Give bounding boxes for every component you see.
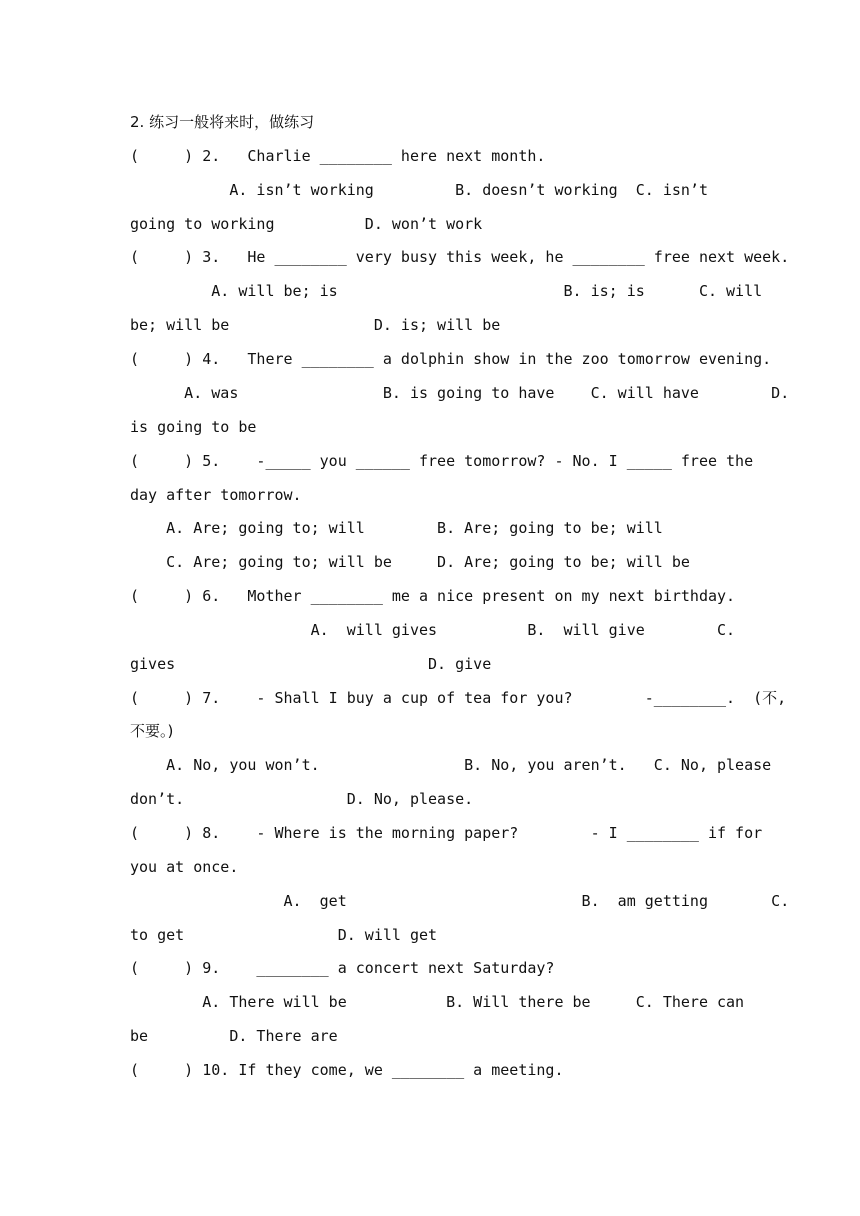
question-4-options: A. was B. is going to have C. will have D.	[130, 384, 790, 402]
question-7-options: A. No, you won’t. B. No, you aren’t. C. No, please	[130, 756, 772, 774]
question-9: ( ) 9. ________ a concert next Saturday?	[130, 959, 555, 977]
question-9-options: A. There will be B. Will there be C. There can	[130, 993, 745, 1011]
question-5-options-cd: C. Are; going to; will be D. Are; going to be; will be	[130, 553, 690, 571]
question-5: ( ) 5. -_____ you ______ free tomorrow? - No. I _____ free the	[130, 452, 754, 470]
section-heading: 2. 练习一般将来时，做练习	[130, 113, 315, 131]
question-10: ( ) 10. If they come, we ________ a meeting.	[130, 1061, 564, 1079]
question-6: ( ) 6. Mother ________ me a nice present on my next birthday.	[130, 587, 736, 605]
question-4: ( ) 4. There ________ a dolphin show in the zoo tomorrow evening.	[130, 350, 772, 368]
question-8-options: A. get B. am getting C.	[130, 892, 790, 910]
question-8: ( ) 8. - Where is the morning paper? - I ________ if for	[130, 824, 763, 842]
question-7-cont: 不要。)	[130, 722, 174, 740]
question-2-options-cont: going to working D. won’t work	[130, 215, 483, 233]
question-2: ( ) 2. Charlie ________ here next month.	[130, 147, 546, 165]
question-8-cont: you at once.	[130, 858, 239, 876]
question-5-options-ab: A. Are; going to; will B. Are; going to be; will	[130, 519, 663, 537]
question-3: ( ) 3. He ________ very busy this week, he ________ free next week.	[130, 248, 790, 266]
question-8-options-cont: to get D. will get	[130, 926, 438, 944]
question-9-options-cont: be D. There are	[130, 1027, 338, 1045]
question-3-options: A. will be; is B. is; is C. will	[130, 282, 763, 300]
question-2-options: A. isn’t working B. doesn’t working C. isn’t	[130, 181, 708, 199]
question-4-options-cont: is going to be	[130, 418, 257, 436]
question-6-options: A. will gives B. will give C.	[130, 621, 736, 639]
question-3-options-cont: be; will be D. is; will be	[130, 316, 501, 334]
question-7-options-cont: don’t. D. No, please.	[130, 790, 474, 808]
question-5-cont: day after tomorrow.	[130, 486, 302, 504]
question-7: ( ) 7. - Shall I buy a cup of tea for you? -________. (不,	[130, 689, 787, 707]
question-6-options-cont: gives D. give	[130, 655, 492, 673]
